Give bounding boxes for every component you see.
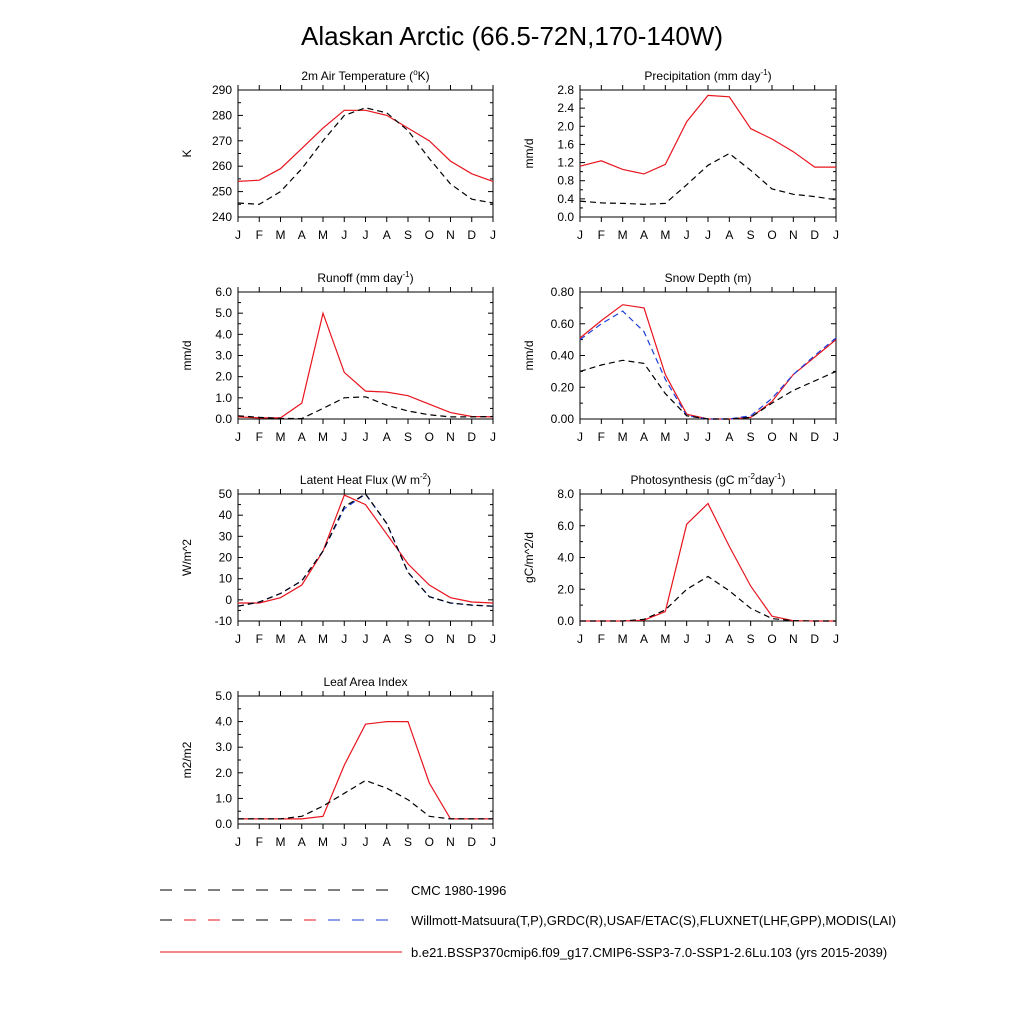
x-tick-label: A — [725, 430, 734, 444]
title-part: Latent Heat Flux (W m — [299, 473, 420, 487]
panel-6 — [180, 675, 496, 849]
title-part: ) — [767, 69, 772, 83]
x-tick-label: S — [403, 632, 413, 646]
x-tick-label: A — [639, 228, 649, 242]
x-tick-label: D — [467, 835, 477, 849]
x-tick-label: D — [467, 228, 477, 242]
panel-0 — [180, 68, 496, 242]
x-tick-label: F — [255, 228, 263, 242]
x-tick-label: M — [318, 430, 328, 444]
x-tick-label: F — [597, 228, 606, 242]
title-part: K) — [417, 69, 430, 83]
x-tick-label: J — [490, 430, 496, 444]
plot-frame — [238, 494, 493, 621]
series-line — [580, 360, 836, 419]
y-tick-label: 2.0 — [215, 369, 232, 384]
panel-title — [301, 68, 429, 83]
y-tick-label: 6.0 — [557, 518, 574, 533]
series-line — [238, 397, 493, 419]
y-tick-label: 4.0 — [215, 327, 232, 342]
y-tick-label: 1.0 — [215, 791, 232, 806]
panel-title — [317, 270, 413, 285]
plot-frame — [238, 696, 493, 824]
x-tick-label: J — [577, 632, 583, 646]
series-line — [238, 781, 493, 819]
x-tick-label: D — [467, 632, 477, 646]
x-tick-label: M — [660, 632, 671, 646]
main-title: Alaskan Arctic (66.5-72N,170-140W) — [301, 21, 723, 51]
y-tick-label: 5.0 — [215, 306, 232, 321]
x-tick-label: J — [362, 835, 369, 849]
x-tick-label: A — [382, 430, 391, 444]
legend-entry — [160, 913, 896, 928]
x-tick-label: N — [446, 228, 455, 242]
title-part: ) — [409, 271, 414, 285]
plot-frame — [580, 90, 836, 217]
y-tick-label: 50 — [218, 487, 232, 501]
plot-frame — [238, 292, 493, 419]
series-line — [580, 154, 836, 205]
x-tick-label: M — [318, 632, 328, 646]
x-tick-label: M — [275, 228, 286, 242]
x-tick-label: A — [725, 632, 734, 646]
y-tick-label: 280 — [211, 108, 232, 123]
y-tick-label: 0 — [225, 592, 232, 607]
title-superscript: -2 — [419, 472, 428, 481]
x-tick-label: A — [297, 430, 306, 444]
x-tick-label: M — [275, 632, 286, 646]
x-tick-label: O — [424, 835, 434, 849]
panel-3 — [522, 271, 839, 444]
x-tick-label: A — [639, 430, 649, 444]
series-line — [238, 722, 493, 819]
panel-title — [631, 472, 786, 487]
x-tick-label: J — [705, 430, 711, 444]
y-tick-label: 3.0 — [215, 740, 232, 755]
title-part: ) — [427, 473, 432, 487]
panel-title — [323, 675, 407, 689]
x-tick-label: S — [403, 430, 413, 444]
x-tick-label: J — [235, 430, 241, 444]
y-tick-label: 1.0 — [215, 390, 232, 405]
y-tick-label: 8.0 — [557, 487, 574, 501]
x-tick-label: J — [341, 835, 348, 849]
plot-frame — [580, 494, 836, 621]
plot-frame — [580, 292, 836, 419]
series-line — [238, 495, 493, 603]
title-part: 2m Air Temperature ( — [301, 69, 414, 83]
x-tick-label: J — [362, 228, 369, 242]
x-tick-label: J — [341, 430, 348, 444]
y-tick-label: 2.4 — [557, 101, 574, 116]
y-tick-label: 40 — [218, 508, 232, 523]
series-line — [580, 311, 836, 419]
y-tick-label: 2.0 — [557, 119, 574, 134]
x-tick-label: O — [767, 632, 777, 646]
x-tick-label: J — [683, 430, 690, 444]
x-tick-label: A — [297, 632, 306, 646]
panel-4 — [180, 472, 496, 646]
x-tick-label: A — [297, 835, 306, 849]
x-tick-label: M — [275, 430, 286, 444]
x-tick-label: J — [341, 228, 348, 242]
y-tick-label: 0.0 — [557, 210, 574, 224]
x-tick-label: M — [318, 228, 328, 242]
y-tick-label: 0.0 — [557, 614, 574, 628]
x-tick-label: F — [597, 632, 606, 646]
title-part: Snow Depth (m) — [664, 271, 752, 285]
y-tick-label: 0.60 — [550, 316, 574, 331]
series-line — [238, 108, 493, 205]
series-line — [580, 577, 836, 622]
title-superscript: -2 — [747, 472, 756, 481]
x-tick-label: A — [639, 632, 649, 646]
x-tick-label: J — [235, 835, 241, 849]
x-tick-label: S — [403, 228, 413, 242]
y-axis-label: mm/d — [180, 340, 194, 371]
panels — [180, 68, 839, 849]
x-tick-label: N — [446, 835, 455, 849]
panel-title — [300, 472, 431, 487]
title-superscript: -1 — [402, 270, 410, 279]
y-tick-label: 250 — [211, 184, 232, 199]
x-tick-label: F — [255, 430, 263, 444]
title-part: day — [755, 473, 775, 487]
panel-5 — [522, 472, 839, 646]
series-line — [238, 313, 493, 418]
x-tick-label: M — [660, 430, 671, 444]
y-tick-label: 2.0 — [215, 765, 232, 780]
legend-label: Willmott-Matsuura(T,P),GRDC(R),USAF/ETAC(S),FLUXNET(LHF,GPP),MODIS(LAI) — [411, 913, 897, 928]
y-tick-label: 1.6 — [557, 137, 574, 152]
legend-label: b.e21.BSSP370cmip6.f09_g17.CMIP6-SSP3-7.0-SSP1-2.6Lu.103 (yrs 2015-2039) — [411, 945, 888, 960]
y-tick-label: 20 — [218, 550, 232, 565]
x-tick-label: D — [810, 632, 820, 646]
y-tick-label: 2.0 — [557, 582, 574, 597]
title-part: ) — [781, 473, 786, 487]
x-tick-label: O — [767, 430, 777, 444]
y-tick-label: -10 — [214, 614, 232, 628]
title-part: Precipitation (mm day — [644, 69, 761, 83]
series-line — [580, 504, 836, 622]
x-tick-label: F — [597, 430, 606, 444]
y-tick-label: 270 — [211, 133, 232, 148]
y-tick-label: 0.80 — [550, 285, 574, 299]
y-tick-label: 3.0 — [215, 348, 232, 363]
legend-label: CMC 1980-1996 — [411, 883, 507, 898]
x-tick-label: J — [362, 632, 369, 646]
y-tick-label: 0.0 — [215, 817, 232, 831]
x-tick-label: N — [446, 430, 455, 444]
x-tick-label: J — [490, 835, 496, 849]
x-tick-label: M — [617, 632, 628, 646]
panel-title — [665, 271, 752, 285]
x-tick-label: J — [833, 228, 839, 242]
x-tick-label: J — [705, 632, 711, 646]
x-tick-label: S — [746, 430, 755, 444]
title-part: Photosynthesis (gC m — [630, 473, 748, 487]
plot-frame — [238, 90, 493, 217]
x-tick-label: N — [446, 632, 455, 646]
panel-1 — [522, 68, 839, 242]
y-axis-label: K — [180, 149, 194, 158]
series-line — [580, 95, 836, 173]
y-axis-label: W/m^2 — [180, 539, 194, 576]
x-tick-label: A — [382, 632, 391, 646]
y-tick-label: 0.20 — [550, 380, 574, 395]
x-tick-label: S — [746, 632, 755, 646]
x-tick-label: S — [746, 228, 755, 242]
series-line — [238, 110, 493, 181]
y-tick-label: 0.00 — [550, 412, 574, 426]
x-tick-label: J — [362, 430, 369, 444]
x-tick-label: J — [490, 228, 496, 242]
x-tick-label: O — [424, 632, 434, 646]
y-tick-label: 260 — [211, 159, 232, 174]
y-tick-label: 2.8 — [557, 83, 574, 97]
title-superscript: -1 — [760, 68, 768, 77]
x-tick-label: F — [255, 632, 263, 646]
x-tick-label: D — [810, 430, 820, 444]
x-tick-label: J — [341, 632, 348, 646]
x-tick-label: S — [403, 835, 413, 849]
x-tick-label: A — [382, 835, 391, 849]
y-tick-label: 290 — [211, 83, 232, 97]
y-tick-label: 4.0 — [557, 550, 574, 565]
x-tick-label: J — [683, 228, 690, 242]
x-tick-label: M — [275, 835, 286, 849]
panel-2 — [180, 270, 496, 444]
y-tick-label: 0.8 — [557, 173, 574, 188]
x-tick-label: O — [424, 430, 434, 444]
series-line — [238, 494, 493, 606]
x-tick-label: J — [235, 228, 241, 242]
y-tick-label: 240 — [211, 210, 232, 224]
title-part: Runoff (mm day — [317, 271, 403, 285]
title-superscript: -1 — [774, 472, 782, 481]
x-tick-label: M — [617, 228, 628, 242]
legend-entry — [160, 945, 887, 960]
y-tick-label: 1.2 — [557, 155, 574, 170]
x-tick-label: D — [810, 228, 820, 242]
x-tick-label: N — [788, 430, 798, 444]
x-tick-label: J — [490, 632, 496, 646]
x-tick-label: J — [577, 228, 583, 242]
x-tick-label: M — [617, 430, 628, 444]
x-tick-label: N — [788, 632, 798, 646]
x-tick-label: D — [467, 430, 477, 444]
x-tick-label: J — [833, 632, 839, 646]
y-tick-label: 6.0 — [215, 285, 232, 299]
series-line — [238, 494, 493, 606]
x-tick-label: A — [297, 228, 306, 242]
y-tick-label: 10 — [218, 571, 232, 586]
y-axis-label: mm/d — [522, 138, 536, 169]
x-tick-label: O — [424, 228, 434, 242]
x-tick-label: O — [767, 228, 777, 242]
title-superscript: o — [413, 68, 418, 77]
y-tick-label: 30 — [218, 529, 232, 544]
y-axis-label: mm/d — [522, 340, 536, 371]
y-tick-label: 4.0 — [215, 714, 232, 729]
x-tick-label: A — [382, 228, 391, 242]
x-tick-label: J — [577, 430, 583, 444]
x-tick-label: F — [255, 835, 263, 849]
x-tick-label: A — [725, 228, 734, 242]
x-tick-label: M — [660, 228, 671, 242]
x-tick-label: J — [705, 228, 711, 242]
x-tick-label: M — [318, 835, 328, 849]
x-tick-label: J — [235, 632, 241, 646]
panel-title — [644, 68, 771, 83]
x-tick-label: J — [833, 430, 839, 444]
x-tick-label: N — [788, 228, 798, 242]
x-tick-label: J — [683, 632, 690, 646]
y-tick-label: 0.4 — [557, 191, 574, 206]
y-tick-label: 0.40 — [550, 348, 574, 363]
title-part: Leaf Area Index — [323, 675, 408, 689]
y-axis-label: gC/m^2/d — [522, 532, 536, 583]
legend-entry — [160, 883, 506, 898]
series-line — [580, 305, 836, 419]
y-axis-label: m2/m2 — [180, 741, 194, 779]
legend — [160, 883, 896, 960]
y-tick-label: 5.0 — [215, 689, 232, 703]
y-tick-label: 0.0 — [215, 412, 232, 426]
